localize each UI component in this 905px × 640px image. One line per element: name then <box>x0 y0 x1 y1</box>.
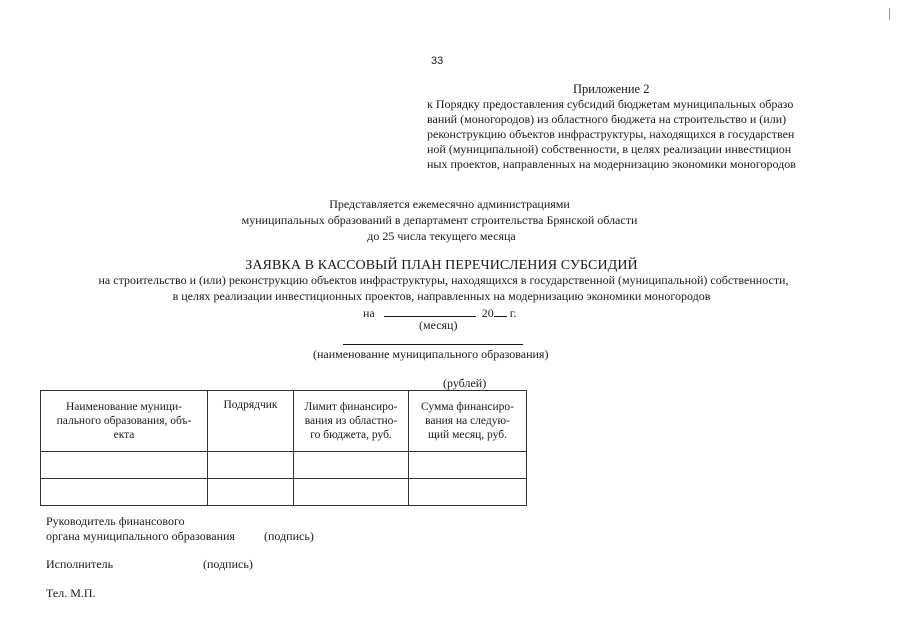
table-cell <box>41 452 208 479</box>
table-header-row <box>41 391 527 452</box>
header-text: го бюджета, руб. <box>310 429 392 441</box>
appendix-line-2: ваний (моногородов) из областного бюджета на строительство и (или) <box>427 112 787 126</box>
table-row <box>41 452 527 479</box>
month-blank <box>384 304 476 317</box>
submission-line-3: до 25 числа текущего месяца <box>367 229 516 243</box>
head-title-line-1: Руководитель финансового <box>46 514 185 528</box>
page-number: 33 <box>431 55 444 67</box>
appendix-line-3: реконструкцию объектов инфраструктуры, находящихся в государствен <box>427 127 795 141</box>
head-signature-label: (подпись) <box>264 529 314 543</box>
header-text: Лимит финансиро- <box>304 401 398 413</box>
subtitle-line-2: в целях реализации инвестиционных проектов, направленных на модернизацию экономики моногородов <box>172 289 711 303</box>
column-header-limit <box>294 391 409 452</box>
units-label: (рублей) <box>443 376 487 390</box>
head-title-line-2: органа муниципального образования <box>46 529 235 543</box>
header-text: Наименование муници- <box>66 401 182 413</box>
municipality-blank-line <box>343 344 523 345</box>
scan-edge-mark <box>889 8 890 20</box>
table-cell <box>294 479 409 506</box>
appendix-line-5: ных проектов, направленных на модернизацию экономики моногородов <box>427 157 796 171</box>
table-cell <box>409 452 527 479</box>
column-header-contractor <box>208 391 294 452</box>
table-cell <box>294 452 409 479</box>
phone-label: Тел. М.П. <box>46 586 96 600</box>
table-cell <box>208 479 294 506</box>
column-header-next-month <box>409 391 527 452</box>
appendix-line-1: к Порядку предоставления субсидий бюджетам муниципальных образо <box>427 97 794 111</box>
year-prefix: 20 <box>481 306 494 320</box>
year-blank <box>494 304 507 317</box>
table-cell <box>409 479 527 506</box>
header-text: Сумма финансиро- <box>420 401 515 413</box>
header-text: екта <box>113 429 135 441</box>
month-caption: (месяц) <box>419 318 458 332</box>
header-text: щий месяц, руб. <box>428 429 507 441</box>
executor-label: Исполнитель <box>46 557 114 571</box>
table-row <box>41 479 527 506</box>
header-text: Подрядчик <box>223 399 278 411</box>
table-cell <box>41 479 208 506</box>
header-text: вания из областно- <box>304 415 398 427</box>
municipality-caption: (наименование муниципального образования) <box>313 347 549 361</box>
subtitle-line-1: на строительство и (или) реконструкцию объектов инфраструктуры, находящихся в государственной (муниципальной) собственности, <box>98 273 789 287</box>
header-text: пального образования, объ- <box>56 415 192 427</box>
appendix-title: Приложение 2 <box>573 82 650 96</box>
header-text: вания на следую- <box>425 415 510 427</box>
submission-line-2: муниципальных образований в департамент строительства Брянской области <box>241 213 638 227</box>
executor-signature-label: (подпись) <box>203 557 253 571</box>
submission-line-1: Представляется ежемесячно администрациями <box>329 197 570 211</box>
appendix-line-4: ной (муниципальной) собственности, в целях реализации инвестицион <box>427 142 792 156</box>
document-title: ЗАЯВКА В КАССОВЫЙ ПЛАН ПЕРЕЧИСЛЕНИЯ СУБСИДИЙ <box>245 258 638 273</box>
table-cell <box>208 452 294 479</box>
subsidy-table <box>40 390 527 506</box>
year-suffix: г. <box>509 306 517 320</box>
date-prefix: на <box>363 306 375 320</box>
column-header-municipality <box>41 391 208 452</box>
